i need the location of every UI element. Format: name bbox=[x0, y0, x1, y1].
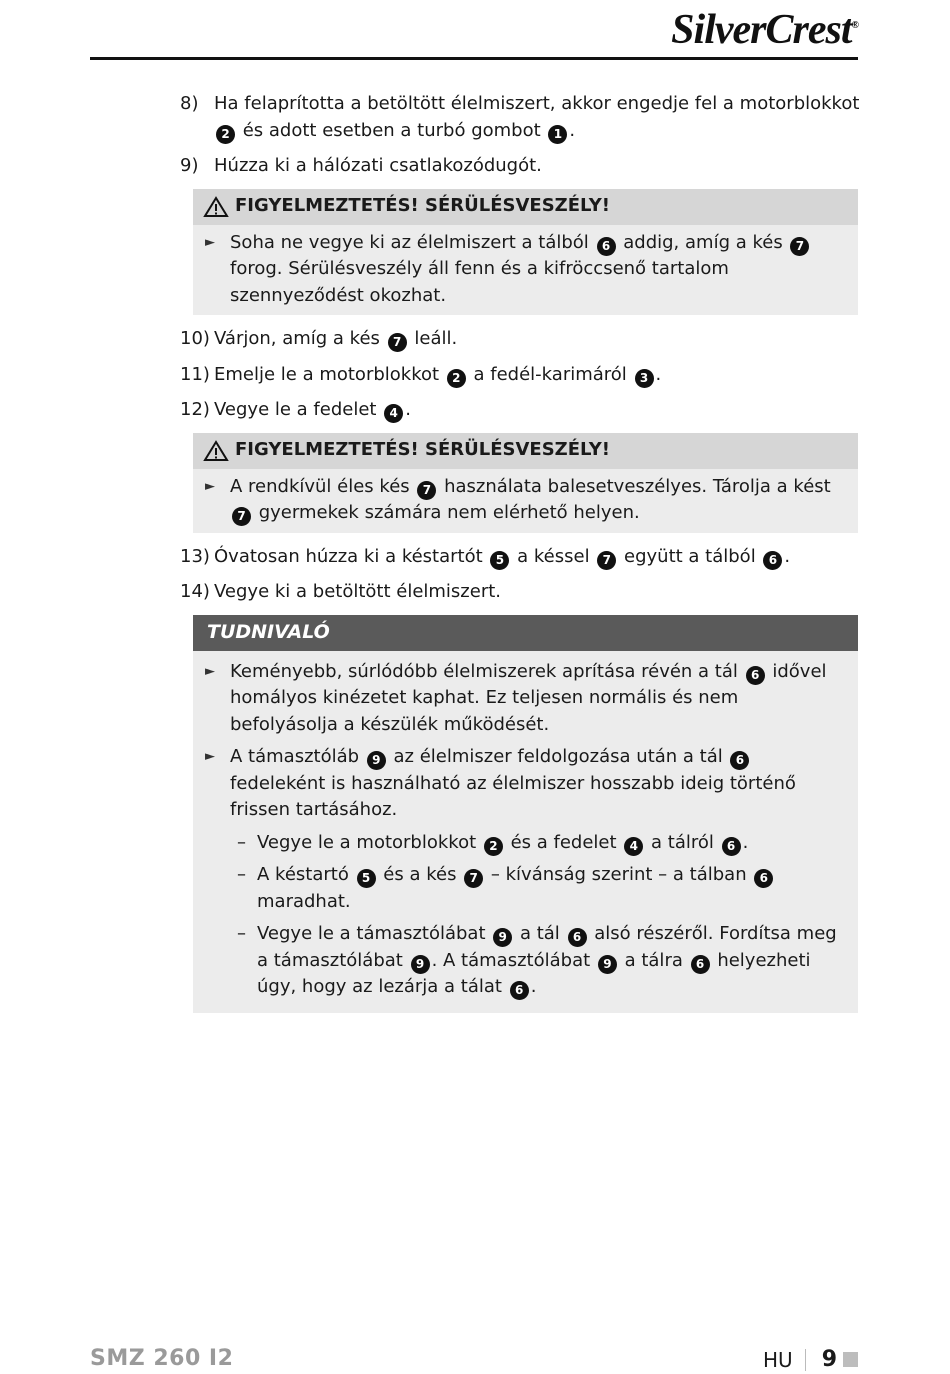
step-text bbox=[214, 362, 860, 389]
text-run: Soha ne vegye ki az élelmiszert a tálból bbox=[230, 231, 595, 253]
text-run: . A támasztólábat bbox=[431, 949, 596, 971]
part-number-badge: 6 bbox=[763, 551, 782, 570]
part-number-badge: 1 bbox=[548, 125, 567, 144]
part-number-badge: 4 bbox=[384, 404, 403, 423]
arrow-bullet-icon: ► bbox=[205, 234, 215, 250]
step-item bbox=[180, 544, 860, 571]
text-run: a késsel bbox=[511, 545, 596, 567]
note-subitems bbox=[203, 830, 848, 1001]
step-number: 8) bbox=[180, 93, 199, 114]
dash-item bbox=[237, 830, 848, 857]
footer-model: SMZ 260 I2 bbox=[90, 1346, 234, 1371]
part-number-badge: 4 bbox=[624, 837, 643, 856]
step-text bbox=[214, 544, 860, 571]
part-number-badge: 5 bbox=[357, 869, 376, 888]
note-bullets bbox=[203, 659, 848, 824]
bullet-text bbox=[230, 659, 848, 739]
text-run: a tálról bbox=[645, 831, 720, 853]
part-number-badge: 6 bbox=[754, 869, 773, 888]
text-run: forog. Sérülésveszély áll fenn és a kifröccsenő tartalom szennyeződést okozhat. bbox=[230, 258, 729, 306]
text-run: Emelje le a motorblokkot bbox=[214, 363, 445, 385]
part-number-badge: 7 bbox=[597, 551, 616, 570]
text-run: használata balesetveszélyes. Tárolja a kést bbox=[438, 475, 831, 497]
text-run: alsó részéről. Fordítsa meg a támasztólábat bbox=[257, 923, 837, 971]
page-number: 9 bbox=[821, 1347, 837, 1372]
part-number-badge: 6 bbox=[691, 955, 710, 974]
note-box bbox=[193, 615, 858, 1013]
note-title: TUDNIVALÓ bbox=[207, 621, 330, 644]
step-item bbox=[180, 91, 860, 144]
text-run: . bbox=[405, 399, 411, 420]
text-run: Vegye le a fedelet bbox=[214, 399, 383, 420]
part-number-badge: 2 bbox=[484, 837, 503, 856]
step-text bbox=[214, 326, 860, 353]
part-number-badge: 7 bbox=[464, 869, 483, 888]
step-text bbox=[214, 153, 860, 180]
part-number-badge: 3 bbox=[635, 369, 654, 388]
dash-item bbox=[237, 921, 848, 1001]
text-run: és a kés bbox=[377, 864, 463, 885]
text-run: együtt a tálból bbox=[618, 545, 762, 567]
part-number-badge: 5 bbox=[490, 551, 509, 570]
warning-triangle-icon bbox=[203, 196, 229, 218]
warning-box-1 bbox=[193, 189, 858, 316]
dash-item bbox=[237, 862, 848, 915]
part-number-badge: 6 bbox=[568, 928, 587, 947]
text-run: Vegye le a támasztólábat bbox=[257, 923, 492, 944]
bullet-text bbox=[230, 474, 848, 527]
text-run: Vegye le a motorblokkot bbox=[257, 831, 482, 853]
bullet-text bbox=[230, 230, 848, 310]
text-run: addig, amíg a kés bbox=[617, 231, 789, 253]
dash-text bbox=[257, 830, 848, 857]
text-run: helyezheti úgy, hogy az lezárja a tálat bbox=[257, 949, 811, 997]
step-item bbox=[180, 153, 860, 180]
text-run: maradhat. bbox=[257, 890, 351, 912]
step-item bbox=[180, 362, 860, 389]
text-run: gyermekek számára nem elérhető helyen. bbox=[253, 502, 640, 523]
dash-bullet: – bbox=[237, 831, 246, 853]
text-run: . bbox=[569, 119, 576, 141]
note-body bbox=[193, 651, 858, 1013]
warning-box-2 bbox=[193, 433, 858, 533]
bullet-item bbox=[203, 230, 848, 310]
part-number-badge: 6 bbox=[722, 837, 741, 856]
text-run: Várjon, amíg a kés bbox=[214, 328, 386, 349]
text-run: Vegye ki a betöltött élelmiszert. bbox=[214, 581, 502, 602]
part-number-badge: 6 bbox=[746, 666, 765, 685]
step-item bbox=[180, 579, 860, 606]
steps-group-a bbox=[180, 91, 860, 180]
part-number-badge: 2 bbox=[447, 369, 466, 388]
dash-text bbox=[257, 862, 848, 915]
step-number: 13) bbox=[180, 545, 210, 567]
header-rule bbox=[90, 57, 858, 60]
note-header bbox=[193, 615, 858, 651]
footer-language: HU bbox=[763, 1347, 793, 1372]
text-run: idővel homályos kinézetet kaphat. Ez teljesen normális és nem befolyásolja a készülék működését. bbox=[230, 660, 827, 735]
text-run: a tálra bbox=[618, 949, 689, 971]
text-run: leáll. bbox=[408, 328, 458, 349]
arrow-bullet-icon: ► bbox=[205, 749, 215, 764]
text-run: Keményebb, súrlódóbb élelmiszerek aprítása révén a tál bbox=[230, 660, 744, 682]
step-text bbox=[214, 579, 860, 606]
text-run: Óvatosan húzza ki a késtartót bbox=[214, 545, 489, 567]
text-run: . bbox=[530, 976, 537, 997]
text-run: . bbox=[742, 831, 749, 853]
step-number: 9) bbox=[180, 155, 199, 176]
part-number-badge: 9 bbox=[367, 751, 386, 770]
warning-header bbox=[193, 433, 858, 469]
bullet-item bbox=[203, 744, 848, 824]
part-number-badge: 7 bbox=[790, 237, 809, 256]
text-run: a fedél-karimáról bbox=[467, 363, 633, 385]
step-item bbox=[180, 326, 860, 353]
step-number: 14) bbox=[180, 581, 210, 602]
bullet-item bbox=[203, 659, 848, 739]
part-number-badge: 6 bbox=[510, 981, 529, 1000]
step-number: 10) bbox=[180, 328, 210, 349]
step-number: 12) bbox=[180, 399, 210, 420]
dash-bullet: – bbox=[237, 923, 246, 944]
step-text bbox=[214, 397, 860, 424]
part-number-badge: 7 bbox=[417, 481, 436, 500]
text-run: és a fedelet bbox=[504, 831, 623, 853]
page-content bbox=[180, 91, 860, 1013]
part-number-badge: 6 bbox=[597, 237, 616, 256]
part-number-badge: 6 bbox=[730, 751, 749, 770]
text-run: fedeleként is használható az élelmiszer hosszabb ideig történő frissen tartásához. bbox=[230, 772, 796, 820]
text-run: A támasztóláb bbox=[230, 746, 365, 767]
dash-text bbox=[257, 921, 848, 1001]
step-text bbox=[214, 91, 860, 144]
warning-title: FIGYELMEZTETÉS! SÉRÜLÉSVESZÉLY! bbox=[235, 195, 610, 217]
arrow-bullet-icon: ► bbox=[205, 478, 215, 494]
text-run: . bbox=[784, 545, 791, 567]
part-number-badge: 9 bbox=[598, 955, 617, 974]
part-number-badge: 9 bbox=[493, 928, 512, 947]
text-run: Ha felaprította a betöltött élelmiszert, akkor engedje fel a motorblokkot bbox=[214, 93, 860, 114]
step-number: 11) bbox=[180, 363, 210, 385]
warning-body bbox=[193, 469, 858, 533]
text-run: a tál bbox=[514, 923, 566, 944]
footer-separator bbox=[805, 1349, 806, 1371]
part-number-badge: 7 bbox=[388, 333, 407, 352]
footer-page-info bbox=[763, 1347, 858, 1372]
arrow-bullet-icon: ► bbox=[205, 663, 215, 679]
text-run: – kívánság szerint – a tálban bbox=[485, 864, 753, 885]
text-run: és adott esetben a turbó gombot bbox=[237, 119, 547, 141]
steps-group-b bbox=[180, 326, 860, 424]
brand-logo: SilverCrest® bbox=[671, 7, 858, 53]
part-number-badge: 2 bbox=[216, 125, 235, 144]
step-item bbox=[180, 397, 860, 424]
warning-body bbox=[193, 225, 858, 316]
text-run: A késtartó bbox=[257, 864, 355, 885]
text-run: Húzza ki a hálózati csatlakozódugót. bbox=[214, 155, 542, 176]
dash-bullet: – bbox=[237, 864, 246, 885]
footer-square-icon bbox=[843, 1352, 858, 1367]
text-run: az élelmiszer feldolgozása után a tál bbox=[387, 746, 729, 767]
steps-group-c bbox=[180, 544, 860, 606]
part-number-badge: 7 bbox=[232, 507, 251, 526]
text-run: A rendkívül éles kés bbox=[230, 475, 416, 497]
bullet-text bbox=[230, 744, 848, 824]
bullet-item bbox=[203, 474, 848, 527]
text-run: . bbox=[655, 363, 662, 385]
warning-header bbox=[193, 189, 858, 225]
warning-triangle-icon bbox=[203, 440, 229, 462]
part-number-badge: 9 bbox=[411, 955, 430, 974]
warning-title: FIGYELMEZTETÉS! SÉRÜLÉSVESZÉLY! bbox=[235, 439, 610, 461]
